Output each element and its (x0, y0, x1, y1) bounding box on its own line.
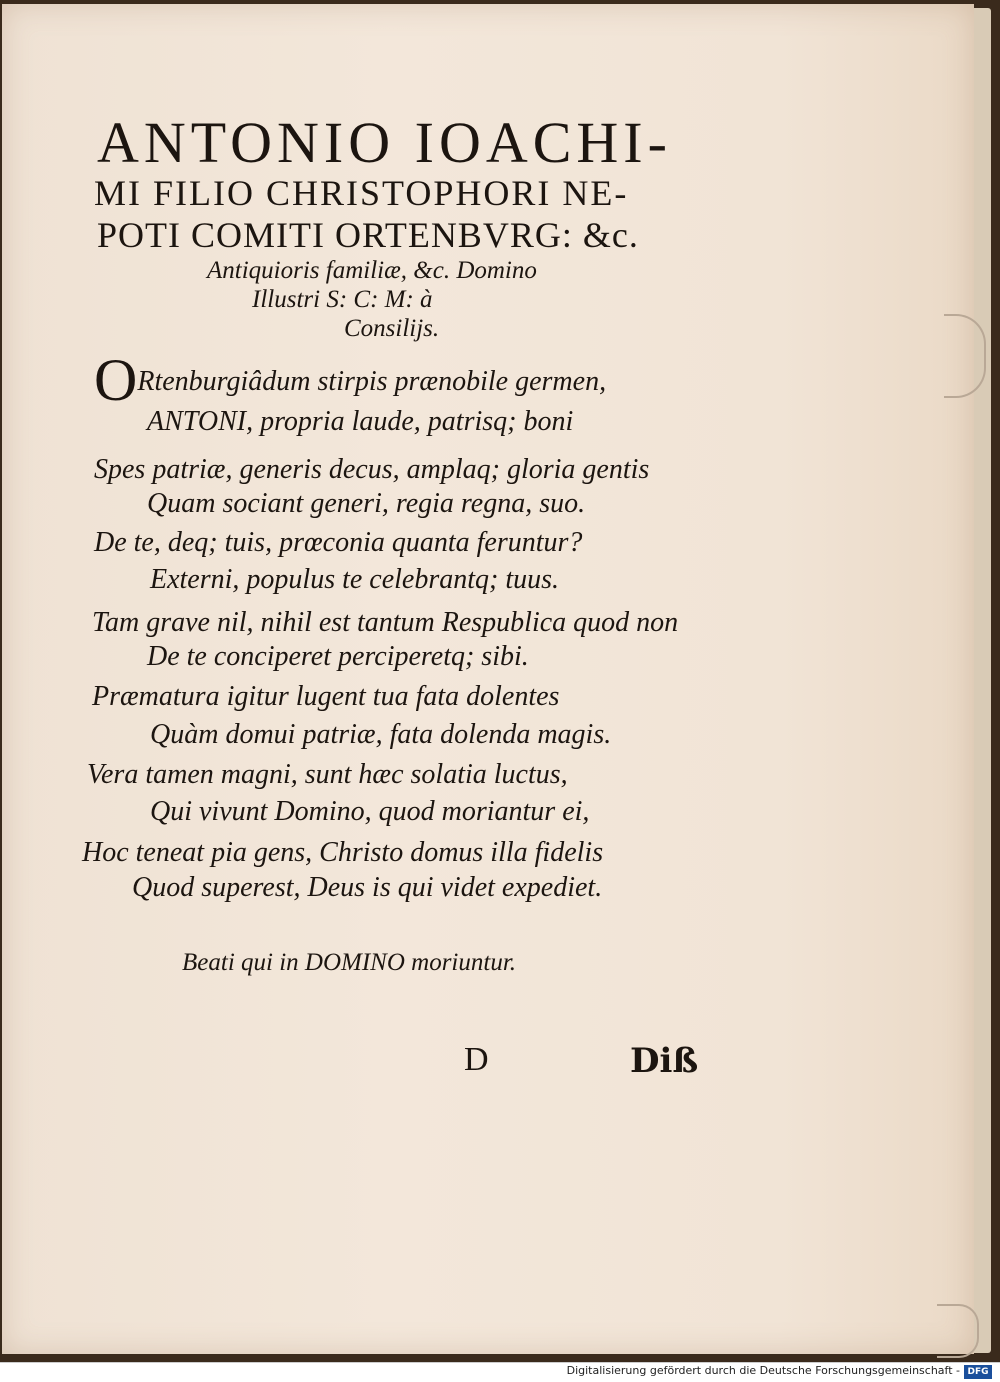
page-fold-mark-bottom (937, 1304, 979, 1358)
verse-line-4: Quam sociant generi, regia regna, suo. (147, 488, 586, 519)
title-line-1: ANTONIO IOACHI- (97, 110, 672, 175)
verse-line-7: Tam grave nil, nihil est tantum Respublica quod non (92, 607, 679, 638)
digitization-footer (0, 1362, 1000, 1382)
signature-mark: D (464, 1041, 489, 1078)
verse-line-6: Externi, populus te celebrantq; tuus. (150, 564, 560, 595)
dfg-logo-icon: DFG (964, 1365, 992, 1379)
dedication-line-3: Consilijs. (344, 315, 440, 342)
verse-line-11: Vera tamen magni, sunt hæc solatia luctus, (87, 759, 568, 790)
document-page (2, 4, 974, 1354)
dedication-line-2: Illustri S: C: M: à (252, 286, 433, 313)
verse-line-12: Qui vivunt Domino, quod moriantur ei, (150, 796, 590, 827)
page-fold-mark (944, 314, 986, 398)
verse-line-3: Spes patriæ, generis decus, amplaq; gloria gentis (94, 454, 650, 485)
verse-line-10: Quàm domui patriæ, fata dolenda magis. (150, 719, 612, 750)
verse-line-1 (94, 347, 607, 413)
verse-line-13: Hoc teneat pia gens, Christo domus illa fidelis (82, 837, 604, 868)
title-line-2: MI FILIO CHRISTOPHORI NE- (94, 173, 629, 213)
catchword: Diß (630, 1041, 699, 1081)
verse-line-14: Quod superest, Deus is qui videt expediet. (132, 872, 603, 903)
verse-line-5: De te, deq; tuis, prœconia quanta feruntur? (94, 527, 583, 558)
verse-line-2: ANTONI, propria laude, patrisq; boni (147, 406, 574, 437)
footer-credit: Digitalisierung gefördert durch die Deutsche Forschungsgemeinschaft - (566, 1364, 960, 1377)
verse-line-1-text: Rtenburgiâdum stirpis prænobile germen, (137, 366, 607, 397)
closing-line: Beati qui in DOMINO moriuntur. (182, 949, 517, 976)
title-line-3: POTI COMITI ORTENBVRG: &c. (97, 215, 639, 255)
verse-line-8: De te conciperet perciperetq; sibi. (147, 641, 529, 672)
verse-line-9: Præmatura igitur lugent tua fata dolentes (92, 681, 560, 712)
drop-cap: O (94, 347, 138, 413)
dedication-line-1: Antiquioris familiæ, &c. Domino (207, 257, 537, 284)
